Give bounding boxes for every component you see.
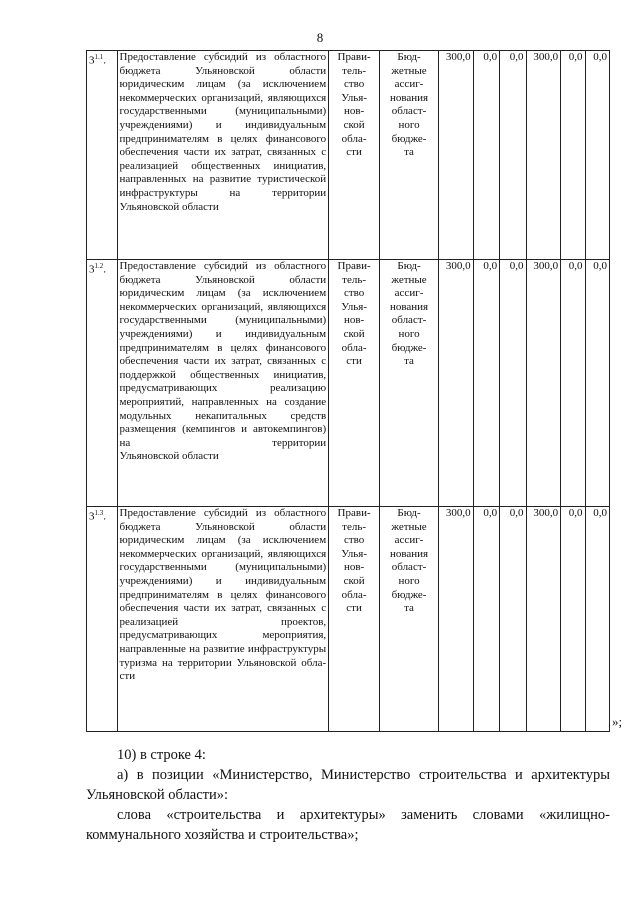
funding-source: Бюд- жетные ассиг- нования област- ного бюдже- та	[380, 260, 439, 507]
row-number: 3	[89, 263, 95, 276]
row-number-superscript: 1.2	[94, 262, 104, 270]
row-number-cell: $3^{1.2}$.	[87, 260, 118, 507]
year-2022-value: 0,0	[500, 51, 526, 260]
table-row	[87, 260, 610, 507]
row-number-cell: $3^{1.1}$.	[87, 51, 118, 260]
funding-source: Бюд- жетные ассиг- нования област- ного бюдже- та	[380, 507, 439, 732]
year-2025-value: 0,0	[585, 507, 609, 732]
total-value: 300,0	[439, 260, 474, 507]
description-last-line: Ульяновской области	[119, 450, 219, 463]
responsible-executor: Прави- тель- ство Улья- нов- ской обла- сти	[329, 260, 380, 507]
year-2024-value: 0,0	[561, 507, 585, 732]
page-number: 8	[316, 30, 324, 45]
description-last-line: Ульяновской области	[119, 200, 219, 213]
paragraph-item-10: 10) в строке 4:	[117, 747, 206, 763]
table-row	[87, 51, 610, 260]
year-2021-value: 0,0	[473, 260, 499, 507]
row-number: 3	[89, 510, 95, 523]
responsible-executor: Прави- тель- ство Улья- нов- ской обла- сти	[329, 507, 380, 732]
year-2025-value: 0,0	[585, 260, 609, 507]
year-2022-value: 0,0	[500, 507, 526, 732]
table-row	[87, 507, 610, 732]
year-2021-value: 0,0	[473, 51, 499, 260]
measure-description	[117, 51, 329, 260]
row-number-cell: $3^{1.3}$.	[87, 507, 118, 732]
year-2023-value: 300,0	[526, 507, 561, 732]
closing-quote: »;	[612, 714, 623, 729]
paragraph-replacement: слова «строительства и архитектуры» заменить словами «жилищно-коммунального хозяйства и строительства»;	[86, 807, 610, 843]
year-2023-value: 300,0	[526, 260, 561, 507]
description-last-line: сти	[119, 670, 136, 683]
year-2023-value: 300,0	[526, 51, 561, 260]
year-2025-value: 0,0	[585, 51, 609, 260]
year-2024-value: 0,0	[561, 51, 585, 260]
measure-description	[117, 260, 329, 507]
responsible-executor: Прави- тель- ство Улья- нов- ской обла- сти	[329, 51, 380, 260]
row-number: 3	[89, 54, 95, 67]
description-text: Предоставление субсидий из областного бюджета Ульяновской области юридическим лицам (за исключением некоммерческих организаций, являющихся государственными (муниципальными) учреждениями) и индивидуальным предпринимателям в целях финансового обеспечения части их затрат, связанных с поддержкой общественных инициатив, предусматривающих реализацию мероприятий, направленных на создание модульных некапитальных средств размещения (кемпингов и автокемпингов) на территории	[119, 260, 327, 449]
description-text: Предоставление субсидий из областного бюджета Ульяновской области юридическим лицам (за исключением некоммерческих организаций, являющихся государственными (муниципальными) учреждениями) и индивидуальным предпринимателям в целях финансового обеспечения части их затрат, связанных с реализацией общественных инициатив, направленных на развитие туристической инфраструктуры на территории	[119, 51, 327, 199]
row-number-superscript: 1.1	[94, 53, 104, 61]
measure-description	[117, 507, 329, 732]
description-text: Предоставление субсидий из областного бюджета Ульяновской области юридическим лицам (за исключением некоммерческих организаций, являющихся государственными (муниципальными) учреждениями) и индивидуальным предпринимателям в целях финансового обеспечения части их затрат, связанных с реализацией проектов, предусматривающих мероприятия, направленные на развитие инфраструктуры туризма на территории Ульяновской обла-	[119, 507, 327, 669]
total-value: 300,0	[439, 507, 474, 732]
funding-source: Бюд- жетные ассиг- нования област- ного бюдже- та	[380, 51, 439, 260]
year-2022-value: 0,0	[500, 260, 526, 507]
year-2024-value: 0,0	[561, 260, 585, 507]
paragraph-subitem-a: а) в позиции «Министерство, Министерство строительства и архитектуры Ульяновской области»:	[86, 767, 610, 803]
row-number-superscript: 1.3	[94, 509, 104, 517]
total-value: 300,0	[439, 51, 474, 260]
year-2021-value: 0,0	[473, 507, 499, 732]
budget-table	[86, 50, 610, 732]
